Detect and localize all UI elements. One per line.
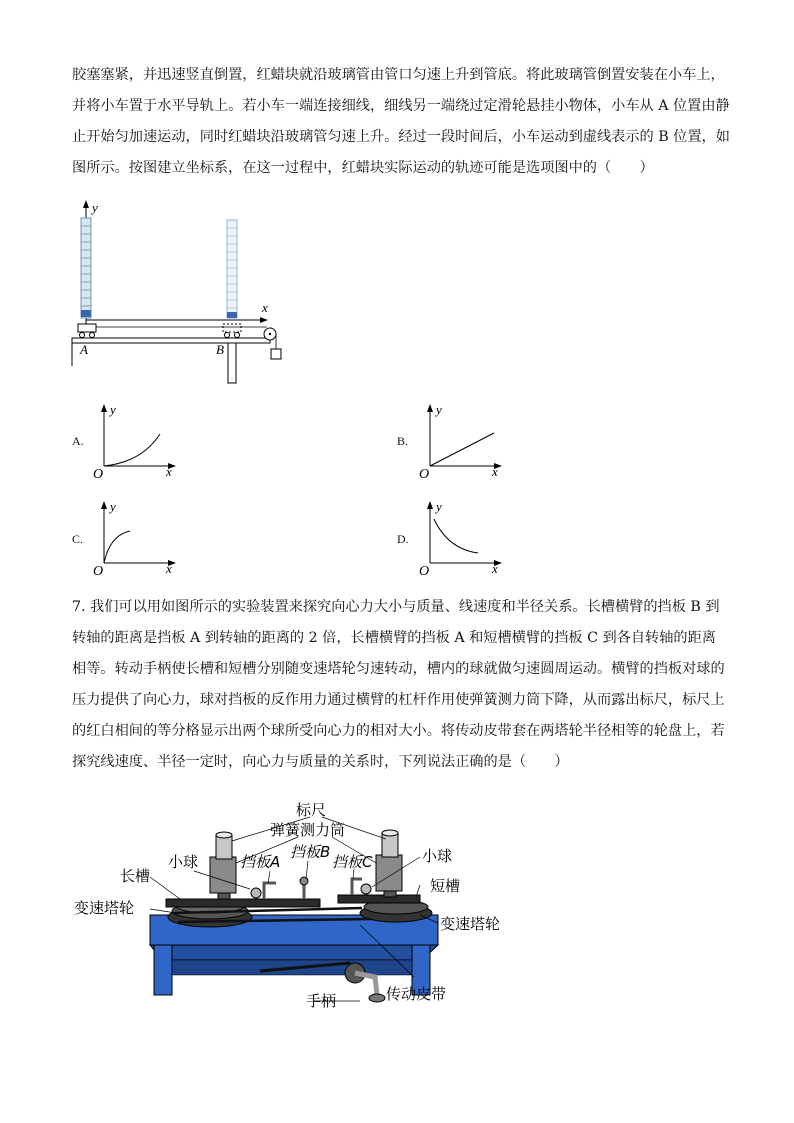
ball-left	[251, 888, 261, 898]
fig-axis-x: x	[262, 300, 268, 315]
option-b-y: y	[436, 402, 442, 417]
label-baffle-a: 挡板A	[240, 853, 281, 871]
track	[72, 338, 270, 343]
q6-line-3: 止开始匀加速运动，同时红蜡块沿玻璃管匀速上升。经过一段时间后，小车运动到虚线表示的 B 位置，如	[72, 129, 730, 145]
option-b-label[interactable]: B.	[397, 434, 409, 448]
baffle-c	[352, 879, 362, 895]
long-slot-arm	[166, 899, 320, 907]
q6-line-1: 胶塞塞紧，并迅速竖直倒置，红蜡块就沿玻璃管由管口匀速上升到管底。将此玻璃管倒置安装在小车上，	[72, 67, 725, 83]
option-a-y: y	[110, 402, 116, 417]
spring-cylinder-left	[210, 857, 236, 893]
baffle-a	[264, 883, 276, 899]
fig-label-b: B	[216, 342, 224, 357]
spring-cylinder-right	[376, 855, 402, 891]
q7-line-2: 转轴的距离是挡板 A 到转轴的距离的 2 倍，长槽横臂的挡板 A 和短槽横臂的挡板 C 到各自转轴的距离	[72, 630, 716, 646]
q7-line-6: 探究线速度、半径一定时，向心力与质量的关系时，下列说法正确的是（ ）	[72, 754, 569, 770]
label-tower-right: 变速塔轮	[440, 915, 501, 933]
q7-line-3: 相等。转动手柄使长槽和短槽分别随变速塔轮匀速转动，槽内的球就做匀速圆周运动。横臂的挡板对球的	[72, 661, 725, 677]
cart-b	[223, 324, 241, 332]
fig-axis-y: y	[92, 200, 98, 215]
option-d-label[interactable]: D.	[397, 532, 409, 546]
cart-a	[78, 324, 96, 332]
option-d-x: x	[492, 561, 498, 576]
label-short-slot: 短槽	[430, 877, 461, 895]
fig-label-a: A	[80, 342, 88, 357]
tube-b	[227, 220, 237, 318]
label-handle: 手柄	[306, 992, 337, 1010]
q7-line-5: 的红白相间的等分格显示出两个球所受向心力的相对大小。将传动皮带套在两塔轮半径相等的轮盘上，若	[72, 723, 725, 739]
q7-line-1: 7. 我们可以用如图所示的实验装置来探究向心力大小与质量、线速度和半径关系。长槽横臂的挡板 B 到	[72, 599, 720, 615]
q6-line-4: 图所示。按图建立坐标系，在这一过程中，红蜡块实际运动的轨迹可能是选项图中的（ ）	[72, 160, 654, 176]
label-ball-left: 小球	[168, 853, 199, 871]
label-baffle-b: 挡板B	[290, 843, 331, 861]
option-d-o: O	[419, 564, 430, 577]
q6-text	[72, 60, 730, 184]
option-c-o: O	[93, 564, 104, 577]
option-b-o: O	[419, 467, 430, 480]
q6-cart-figure	[66, 196, 296, 386]
q6-line-2: 并将小车置于水平导轨上。若小车一端连接细线，细线另一端绕过定滑轮悬挂小物体，小车从 A 位置由静	[72, 98, 730, 114]
short-slot-arm	[338, 895, 420, 903]
option-b-x: x	[492, 464, 498, 479]
label-ruler: 标尺	[296, 801, 327, 819]
option-d-graph[interactable]	[416, 497, 516, 577]
option-a-graph[interactable]	[90, 400, 190, 480]
option-a-label[interactable]: A.	[72, 434, 84, 448]
option-a-o: O	[93, 467, 104, 480]
hanging-mass	[271, 349, 281, 359]
option-c-x: x	[166, 561, 172, 576]
ball-right	[361, 884, 371, 894]
option-c-label[interactable]: C.	[72, 532, 84, 546]
option-c-y: y	[110, 499, 116, 514]
label-long-slot: 长槽	[120, 867, 151, 885]
label-tower-left: 变速塔轮	[74, 899, 135, 917]
centripetal-apparatus-figure	[70, 795, 520, 1020]
apparatus-leg-left	[154, 945, 172, 995]
tube-a	[81, 218, 91, 318]
option-a-x: x	[166, 464, 172, 479]
q7-line-4: 压力提供了向心力，球对挡板的反作用力通过横臂的杠杆作用使弹簧测力筒下降，从而露出标尺，标尺上	[72, 692, 725, 708]
option-c-graph[interactable]	[90, 497, 190, 577]
option-b-graph[interactable]	[416, 400, 516, 480]
label-baffle-c: 挡板C	[332, 853, 373, 871]
label-belt: 传动皮带	[386, 985, 447, 1003]
option-d-y: y	[436, 499, 442, 514]
label-ball-right: 小球	[422, 847, 453, 865]
q7-text	[72, 592, 725, 778]
label-spring-cylinder: 弹簧测力筒	[270, 821, 346, 839]
